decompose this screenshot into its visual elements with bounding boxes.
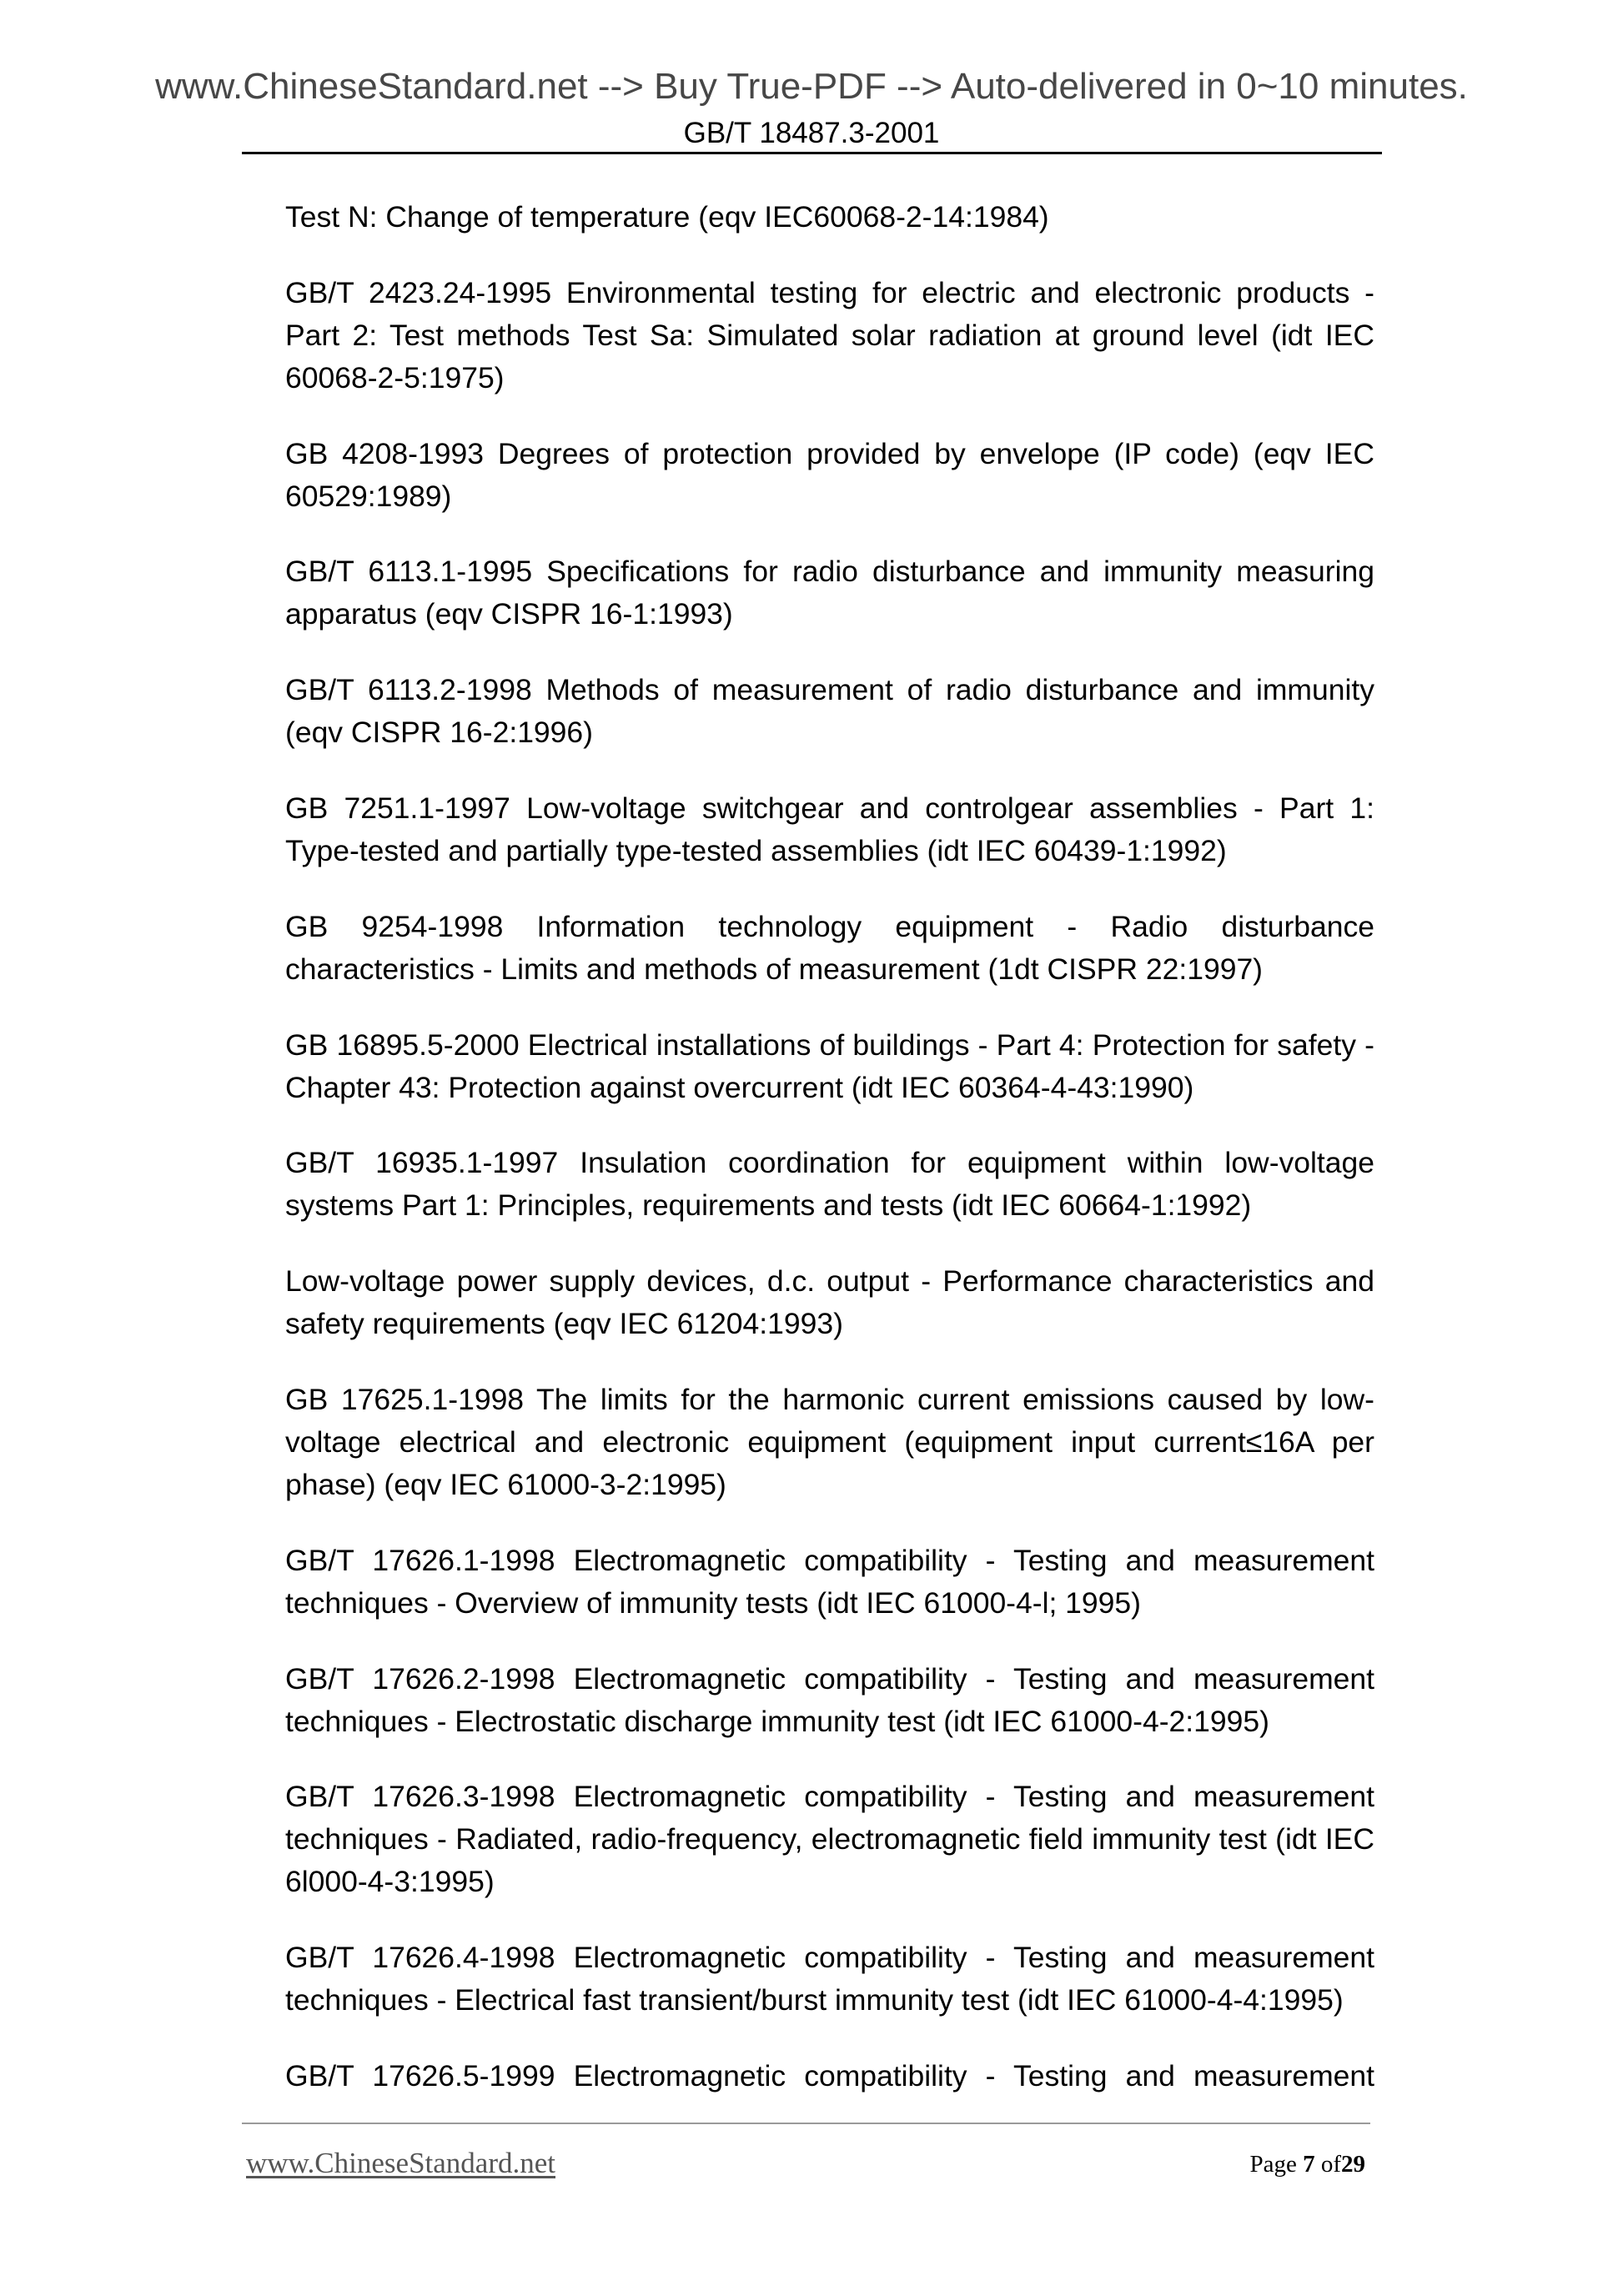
page-of-label: of bbox=[1320, 2151, 1341, 2178]
reference-paragraph: GB/T 17626.1-1998 Electromagnetic compatibility - Testing and measurement techniques - Overview of immunity tests (idt IEC 61000-4-l; 1995) bbox=[285, 1543, 1374, 1620]
promo-header-link[interactable]: www.ChineseStandard.net --> Buy True-PDF --> Auto-delivered in 0~10 minutes. bbox=[155, 66, 1468, 107]
current-page-number: 7 bbox=[1303, 2151, 1315, 2178]
reference-paragraph: GB 16895.5-2000 Electrical installations of buildings - Part 4: Protection for safety - Chapter 43: Protection against overcurrent (idt IEC 60364-4-43:1990) bbox=[285, 1027, 1374, 1104]
reference-paragraph: GB/T 16935.1-1997 Insulation coordination for equipment within low-voltage systems Part 1: Principles, requirements and tests (idt IEC 60664-1:1992) bbox=[285, 1146, 1374, 1223]
reference-paragraph: GB 9254-1998 Information technology equipment - Radio disturbance characteristics - Limits and methods of measurement (1dt CISPR 22:1997) bbox=[285, 909, 1374, 986]
reference-paragraph: Test N: Change of temperature (eqv IEC60068-2-14:1984) bbox=[285, 200, 1049, 234]
reference-paragraph: GB/T 17626.4-1998 Electromagnetic compatibility - Testing and measurement techniques - Electrical fast transient/burst immunity test (idt IEC 61000-4-4:1995) bbox=[285, 1941, 1374, 2017]
page-label: Page bbox=[1249, 2151, 1297, 2178]
reference-paragraph: GB 4208-1993 Degrees of protection provided by envelope (IP code) (eqv IEC 60529:1989) bbox=[285, 436, 1374, 513]
page-indicator bbox=[1249, 2150, 1365, 2178]
reference-paragraph: GB/T 17626.5-1999 Electromagnetic compatibility - Testing and measurement bbox=[285, 2058, 1374, 2093]
header-divider bbox=[242, 152, 1382, 154]
reference-paragraph: GB/T 6113.1-1995 Specifications for radio disturbance and immunity measuring apparatus (eqv CISPR 16-1:1993) bbox=[285, 555, 1374, 631]
reference-list bbox=[285, 196, 1374, 2131]
reference-paragraph: Low-voltage power supply devices, d.c. output - Performance characteristics and safety requirements (eqv IEC 61204:1993) bbox=[285, 1264, 1374, 1341]
footer-site-link[interactable]: www.ChineseStandard.net bbox=[246, 2147, 555, 2179]
reference-paragraph: GB/T 17626.2-1998 Electromagnetic compatibility - Testing and measurement techniques - Electrostatic discharge immunity test (idt IEC 61000-4-2:1995) bbox=[285, 1661, 1374, 1738]
total-pages-number: 29 bbox=[1341, 2151, 1365, 2178]
document-code: GB/T 18487.3-2001 bbox=[683, 117, 940, 149]
reference-paragraph: GB 17625.1-1998 The limits for the harmonic current emissions caused by low-voltage electrical and electronic equipment (equipment input current≤16A per phase) (eqv IEC 61000-3-2:1995) bbox=[285, 1382, 1374, 1501]
reference-paragraph: GB 7251.1-1997 Low-voltage switchgear and controlgear assemblies - Part 1: Type-tested and partially type-tested assemblies (idt IEC 60439-1:1992) bbox=[285, 791, 1374, 867]
footer-divider bbox=[242, 2123, 1370, 2124]
reference-paragraph: GB/T 17626.3-1998 Electromagnetic compatibility - Testing and measurement techniques - Radiated, radio-frequency, electromagnetic field immunity test (idt IEC 6l000-4-3:1995) bbox=[285, 1780, 1374, 1899]
reference-paragraph: GB/T 6113.2-1998 Methods of measurement of radio disturbance and immunity (eqv CISPR 16-2:1996) bbox=[285, 673, 1374, 750]
reference-paragraph: GB/T 2423.24-1995 Environmental testing for electric and electronic products - Part 2: Test methods Test Sa: Simulated solar radiation at ground level (idt IEC 60068-2-5:1975) bbox=[285, 275, 1374, 394]
